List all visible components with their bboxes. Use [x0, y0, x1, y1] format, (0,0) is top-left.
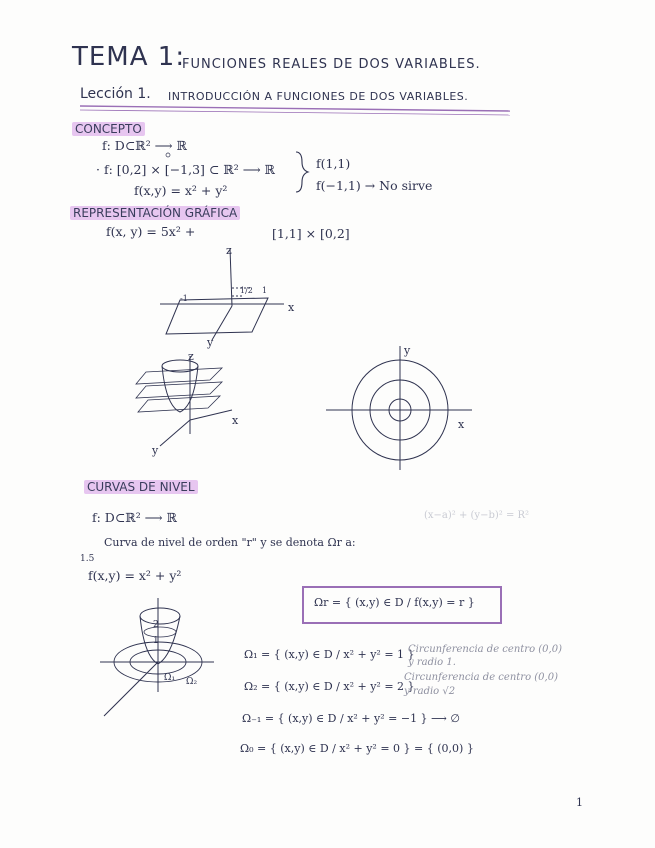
concepto-line1: f: D⊂ℝ² ⟶ ℝ: [102, 138, 187, 153]
concepto-eval1: f(1,1): [316, 156, 351, 171]
omega1: Ω₁ = { (x,y) ∈ D / x² + y² = 1 }: [244, 648, 415, 661]
concepto-eval2: f(−1,1) → No sirve: [316, 178, 433, 193]
omega2: Ω₂ = { (x,y) ∈ D / x² + y² = 2 }: [244, 680, 415, 693]
curvas-desc: Curva de nivel de orden "r" y se denota Ωr a:: [104, 536, 356, 549]
tick-half: 1/2: [240, 286, 253, 295]
omega2-note2: y radio √2: [404, 686, 456, 697]
omega-neg1: Ω₋₁ = { (x,y) ∈ D / x² + y² = −1 } ⟶ ∅: [242, 712, 460, 725]
concepto-heading: CONCEPTO: [72, 122, 145, 136]
tema-title: FUNCIONES REALES DE DOS VARIABLES.: [182, 57, 481, 72]
contour-axis-y: y: [404, 344, 411, 357]
paraboloid-axis-x: x: [232, 414, 239, 427]
page-number: 1: [576, 796, 583, 809]
tick-1: 1: [262, 286, 268, 295]
leccion-title: INTRODUCCIÓN A FUNCIONES DE DOS VARIABLES.: [168, 90, 469, 103]
leccion-label: Lección 1.: [80, 86, 151, 102]
concepto-line3: f(x,y) = x² + y²: [134, 183, 228, 198]
curvas-heading: CURVAS DE NIVEL: [84, 480, 198, 494]
tick-neg1: -1: [180, 294, 188, 303]
representacion-func: f(x, y) = 5x² +: [106, 224, 196, 239]
omega0: Ω₀ = { (x,y) ∈ D / x² + y² = 0 } = { (0,0) }: [240, 742, 474, 755]
omega2-label: Ω₂: [186, 677, 198, 687]
omega1-label: Ω₁: [164, 673, 176, 683]
paraboloid-level-2: 2: [153, 620, 159, 630]
contour-axis-x: x: [458, 418, 465, 431]
paraboloid-axis-y: y: [152, 444, 159, 457]
concepto-line2: · f: [0,2] × [−1,3] ⊂ ℝ² ⟶ ℝ: [96, 162, 275, 177]
axis-z-label: z: [226, 244, 232, 257]
axis-y-label: y: [207, 336, 214, 349]
definition-text: Ωr = { (x,y) ∈ D / f(x,y) = r }: [314, 596, 475, 609]
representacion-heading: REPRESENTACIÓN GRÁFICA: [70, 206, 240, 220]
curvas-num: 1.5: [80, 554, 95, 564]
curvas-func: f(x,y) = x² + y²: [88, 568, 182, 583]
curvas-map: f: D⊂ℝ² ⟶ ℝ: [92, 510, 177, 525]
paraboloid-axis-z: z: [188, 350, 194, 363]
representacion-domain: [1,1] × [0,2]: [272, 226, 350, 241]
axis-x-label: x: [288, 301, 295, 314]
omega1-note2: y radio 1.: [408, 657, 456, 668]
tema-label: TEMA 1:: [72, 42, 186, 72]
omega1-note1: Circunferencia de centro (0,0): [408, 644, 562, 655]
omega2-note1: Circunferencia de centro (0,0): [404, 672, 558, 683]
curvas-ghost-formula: (x−a)² + (y−b)² = R²: [424, 510, 530, 521]
paraboloid-level-1: 1: [153, 636, 159, 646]
